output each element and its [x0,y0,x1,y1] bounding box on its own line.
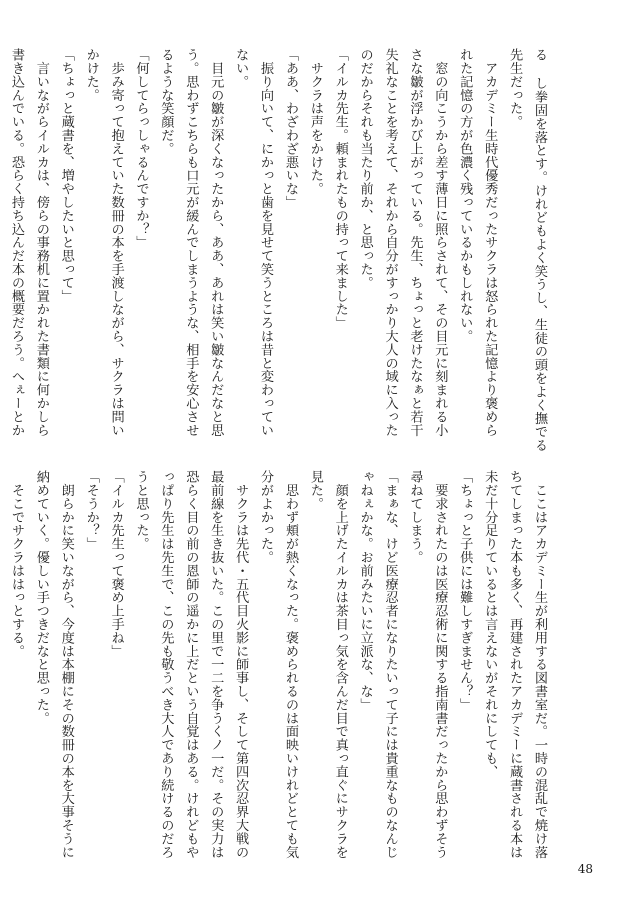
text-line: 先生だった。 [507,48,523,129]
text-line: 「イルカ先生。頼まれたもの持って来ました」 [332,48,348,330]
text-line: 書き込んでいる。恐らく持ち込んだ本の概要だろう。へぇーとか [8,48,24,437]
text-line: ない。 [233,48,249,89]
text-line: ここはアカデミー生が利用する図書室だ。一時の混乱で焼け落 [532,470,547,859]
text-line: る し拳固を落とす。けれどもよく笑うし、生徒の頭をよく撫でる [532,48,547,452]
text-line: 「ちょっと蔵書を、増やしたいと思って」 [58,48,74,303]
text-line: 「そうか？」 [83,470,99,551]
text-line: 要求されたのは医療忍術に関する指南書だったから思わずそう [432,470,448,859]
upper-text-block [0,48,551,453]
text-line: さな皺が浮かび上がっている。先生、ちょっと老けたなぁと若干 [407,48,423,437]
text-line: 納めていく。優しい手つきだなと思った。 [33,470,49,725]
text-line: 窓の向こうから差す薄日に照らされて、その目元に刻まれる小 [432,48,448,437]
text-line: そこでサクラははっとする。 [8,470,24,658]
text-line [0,470,3,875]
text-line: 歩み寄って抱えていた数冊の本を手渡しながら、サクラは問い [108,48,124,437]
text-line: のだからそれも当たり前か、と思った。 [357,48,373,290]
text-line: 未だ十分足りているとは言えないがそれにしても、 [482,470,498,779]
text-line: 分がよかった。 [258,470,274,564]
text-line: 「ああ、わざわざ悪いな」 [282,48,298,209]
text-line: 朗らかに笑いながら、今度は本棚にその数冊の本を大事そうに [58,470,74,859]
text-line: 「まぁな、けど医療忍者になりたいって子には貴重なものなんじ [382,470,398,859]
text-line: 「イルカ先生って褒め上手ね」 [108,470,124,658]
text-line: 振り向いて、にかっと歯を見せて笑うところは昔と変わってい [258,48,274,437]
text-line: 顔を上げたイルカは茶目っ気を含んだ目で真っ直ぐにサクラを [332,470,348,859]
text-line: サクラは先代・五代目火影に師事し、そして第四次忍界大戦の [233,470,249,859]
text-line: れた記憶の方が色濃く残っているかもしれない。 [457,48,473,343]
text-line: 最前線を生き抜いた。この里で一二を争うくノ一だ。その実力は [208,470,224,859]
text-line: アカデミー生時代優秀だったサクラは怒られた記憶より褒めら [482,48,498,437]
text-line: ちてしまった本も多く、再建されたアカデミーに蔵書される本は [507,470,523,859]
text-line: うと思った。 [133,470,149,551]
text-line: 恐らく目の前の恩師の遥かに上だという自覚はある。けれどもや [183,470,199,859]
text-line: ゃねぇかな。お前みたいに立派な、な」 [357,470,373,712]
text-line: 失礼なことを考えて、それから自分がすっかり大人の域に入った [382,48,398,437]
text-line: う。思わずこちらも口元が緩んでしまうような、相手を安心させ [183,48,199,437]
text-line: 目元の皺が深くなったから、ああ、あれは笑い皺なんだなと思 [208,48,224,437]
text-line: 「ちょっと子供には難しすぎません？」 [457,470,473,712]
lower-text-block [0,470,551,875]
text-line: 思わず頬が熱くなった。褒められるのは面映いけれどとても気 [282,470,298,859]
text-line: 言いながらイルカは、傍らの事務机に置かれた書類に何かしら [33,48,49,437]
text-line: るような笑顔だ。 [158,48,174,156]
text-line: っぱり先生は先生で、この先も敬うべき大人であり続けるのだろ [158,470,174,859]
text-line: 見た。 [307,470,323,511]
text-line: 「何してらっしゃるんですか？」 [133,48,149,249]
text-line: サクラは声をかけた。 [307,48,323,196]
page-number: 48 [577,862,593,876]
text-line: 尋ねてしまう。 [407,470,423,564]
text-line: かけた。 [83,48,99,102]
